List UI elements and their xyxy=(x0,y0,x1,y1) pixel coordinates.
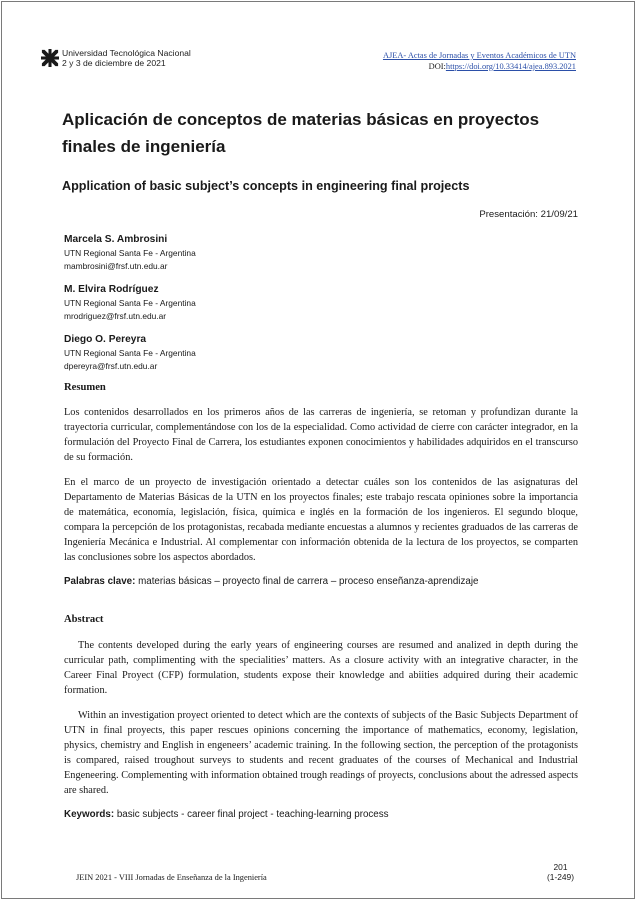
institution-name: Universidad Tecnológica Nacional xyxy=(62,48,191,58)
author-block xyxy=(64,233,196,272)
paper-title: Aplicación de conceptos de materias básicas en proyectos finales de ingeniería xyxy=(62,110,540,156)
page-number xyxy=(547,862,574,882)
keywords-es-label: Palabras clave: xyxy=(64,576,136,587)
utn-logo-icon xyxy=(41,49,59,67)
author-name: Marcela S. Ambrosini xyxy=(64,234,168,245)
presentation-date: Presentación: 21/09/21 xyxy=(479,209,578,220)
resumen-heading: Resumen xyxy=(64,382,106,393)
resumen-paragraph-2: En el marco de un proyecto de investigación orientado a detectar cuáles son los contenidos de las asignaturas del Departamento de Materias Básicas de la UTN en los proyectos finales; este trabajo rescata opiniones sobre la importancia de matemática, economía, legislación, física, química e inglés en la formación de los ingenieros. El segundo bloque, compara la percepción de los protagonistas, recabada mediante encuestas a alumnos y recientes graduados de las carreras de Ingeniería Mecánica e Industrial. Al complementar con información obtenida de la lectura de los proyectos, se comparten las conclusiones sobre los aspectos abordados. xyxy=(64,477,578,564)
author-affiliation: UTN Regional Santa Fe - Argentina xyxy=(64,298,196,308)
author-name: M. Elvira Rodríguez xyxy=(64,284,159,295)
paper-subtitle: Application of basic subject’s concepts in engineering final projects xyxy=(62,179,470,193)
author-email: dpereyra@frsf.utn.edu.ar xyxy=(64,360,158,371)
event-date: 2 y 3 de diciembre de 2021 xyxy=(62,58,166,68)
journal-link[interactable]: AJEA- Actas de Jornadas y Eventos Académicos de UTN xyxy=(382,51,576,60)
abstract-paragraph-1: The contents developed during the early years of engineering courses are resumed and analized in depth during the curricular path, complimenting with the specialities’ matters. As a closure activity with an integrative character, in the Career Final Proyect (CFP) formulation, students expose their knowledge and abiities adquired during their academic formation. xyxy=(64,640,578,697)
resumen-paragraph-1: Los contenidos desarrollados en los primeros años de las carreras de ingeniería, se retoman y profundizan durante la trayectoria curricular, complementándose con los de la especialidad. Como actividad de cierre con carácter integrador, en la formulación del Proyecto Final de Carrera, los estudiantes exponen conocimientos y habilidades adquiridos en el transcurso de su formación. xyxy=(64,407,578,464)
page-range: (1-249) xyxy=(547,872,574,882)
page-number-value: 201 xyxy=(553,862,568,872)
paper-page xyxy=(1,1,635,899)
abstract-heading: Abstract xyxy=(64,614,104,625)
author-affiliation: UTN Regional Santa Fe - Argentina xyxy=(64,248,196,258)
keywords-en-text: basic subjects - career final project - teaching-learning process xyxy=(116,809,389,820)
institution-block xyxy=(62,48,191,68)
author-email: mrodriguez@frsf.utn.edu.ar xyxy=(64,310,167,321)
keywords-en xyxy=(64,809,389,820)
author-affiliation: UTN Regional Santa Fe - Argentina xyxy=(64,348,196,358)
keywords-es-text: materias básicas – proyecto final de carrera – proceso enseñanza-aprendizaje xyxy=(138,576,479,587)
abstract-paragraph-2: Within an investigation proyect oriented to detect which are the contexts of subjects of the Basic Subjects Department of UTN in final proyects, this paper rescues opinions concerning the importance of mathematics, economy, legislation, physics, chemistry and English in engeneers’ academic training. In the following section, the perception of the protagonists is compared, raised troughout surveys to students and recent graduates of the courses of Mechanical and Industrial Engeneering. Complementing with information obtained trough readings of proyects, conclusions about the adressed aspects are shared. xyxy=(64,710,578,797)
journal-header xyxy=(383,51,576,72)
footer-text: JEIN 2021 - VIII Jornadas de Enseñanza de la Ingeniería xyxy=(76,873,267,882)
keywords-es xyxy=(64,576,478,587)
author-email: mambrosini@frsf.utn.edu.ar xyxy=(64,260,168,271)
author-block xyxy=(64,333,196,372)
author-name: Diego O. Pereyra xyxy=(64,334,147,345)
doi-label: DOI: xyxy=(428,61,446,71)
doi-link[interactable]: https://doi.org/10.33414/ajea.893.2021 xyxy=(445,61,576,71)
keywords-en-label: Keywords: xyxy=(64,809,115,820)
author-block xyxy=(64,283,196,322)
